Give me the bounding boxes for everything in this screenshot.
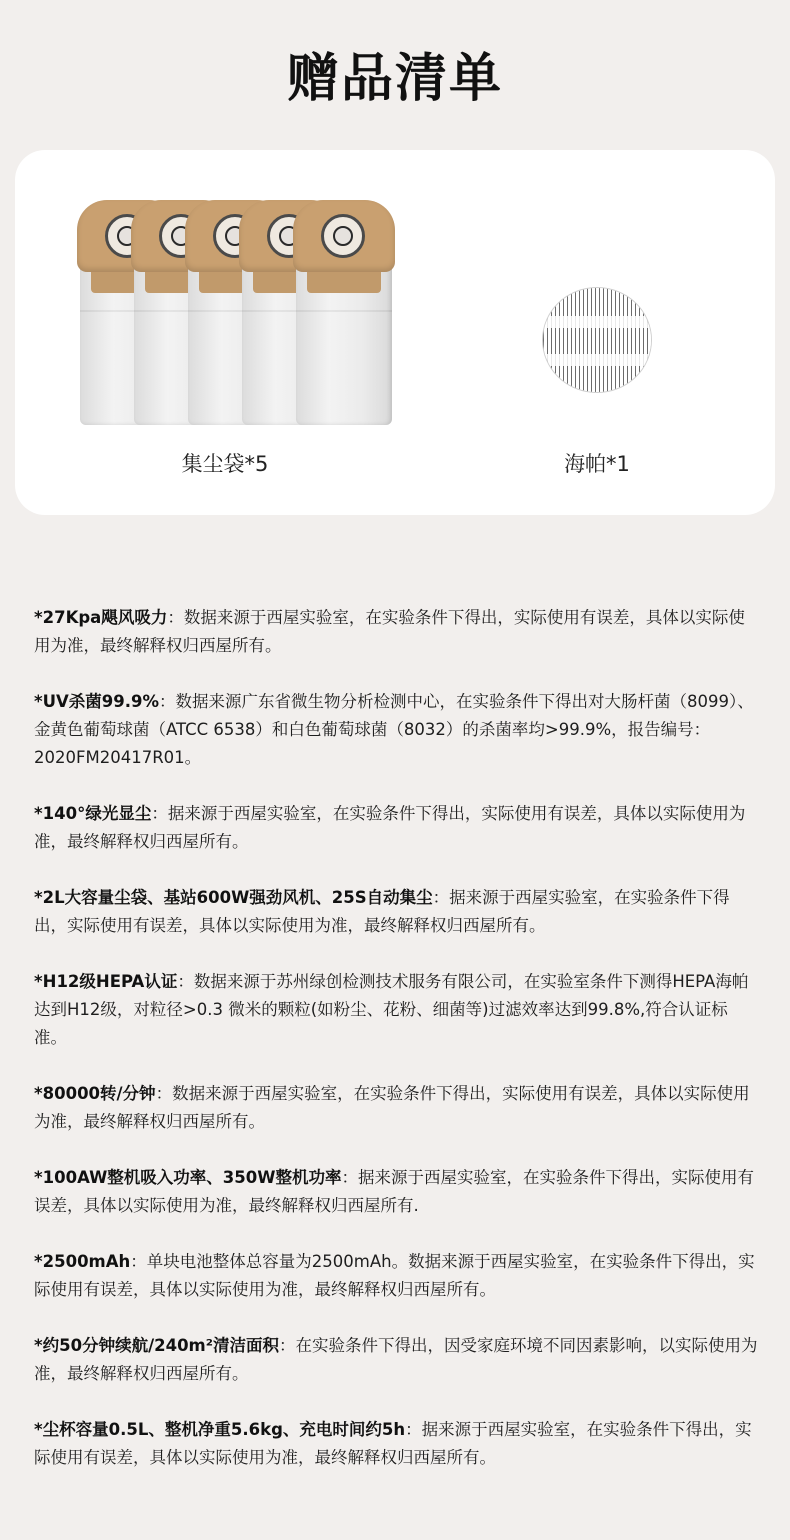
note-item bbox=[34, 1164, 759, 1220]
note-text: ：数据来源于西屋实验室，在实验条件下得出，实际使用有误差，具体以实际使用为准，最终解释权归西屋所有。 bbox=[34, 1084, 750, 1131]
note-item bbox=[34, 1248, 759, 1304]
gift-card bbox=[15, 150, 775, 515]
note-heading: *约50分钟续航/240m²清洁面积 bbox=[34, 1336, 279, 1355]
note-item bbox=[34, 1332, 759, 1388]
page-title: 赠品清单 bbox=[286, 49, 503, 109]
note-heading: *尘杯容量0.5L、整机净重5.6kg、充电时间约5h bbox=[34, 1420, 406, 1439]
note-item bbox=[34, 688, 759, 772]
note-heading: *2L大容量尘袋、基站600W强劲风机、25S自动集尘 bbox=[34, 888, 433, 907]
note-text: ：据来源于西屋实验室，在实验条件下得出，实际使用有误差，具体以实际使用为准，最终解释权归西屋所有。 bbox=[34, 888, 730, 935]
note-text: ：据来源于西屋实验室，在实验条件下得出，实际使用有误差，具体以实际使用为准，最终解释权归西屋所有。 bbox=[34, 804, 746, 851]
note-heading: *140°绿光显尘 bbox=[34, 804, 152, 823]
note-item bbox=[34, 968, 759, 1052]
note-heading: *2500mAh bbox=[34, 1252, 131, 1271]
note-item bbox=[34, 1080, 759, 1136]
note-text: ：数据来源于苏州绿创检测技术服务有限公司，在实验室条件下测得HEPA海帕达到H12级，对粒径>0.3 微米的颗粒(如粉尘、花粉、细菌等)过滤效率达到99.8%,符合认证标准。 bbox=[34, 972, 749, 1047]
note-heading: *UV杀菌99.9% bbox=[34, 692, 160, 711]
note-heading: *100AW整机吸入功率、350W整机功率 bbox=[34, 1168, 342, 1187]
hepa-filter-icon bbox=[543, 288, 651, 392]
note-text: ：数据来源于西屋实验室，在实验条件下得出，实际使用有误差，具体以实际使用为准，最终解释权归西屋所有。 bbox=[34, 608, 745, 655]
note-text: ：单块电池整体总容量为2500mAh。数据来源于西屋实验室，在实验条件下得出，实际使用有误差，具体以实际使用为准，最终解释权归西屋所有。 bbox=[34, 1252, 755, 1299]
note-item bbox=[34, 884, 759, 940]
dust-bag-icon bbox=[77, 200, 392, 430]
dust-bag bbox=[293, 200, 395, 428]
gift-label-hepa: 海帕*1 bbox=[564, 452, 630, 476]
gift-label-dust-bag: 集尘袋*5 bbox=[181, 452, 269, 476]
note-text: ：据来源于西屋实验室，在实验条件下得出，实际使用有误差，具体以实际使用为准，最终解释权归西屋所有. bbox=[34, 1168, 754, 1215]
note-item bbox=[34, 604, 759, 660]
note-heading: *80000转/分钟 bbox=[34, 1084, 156, 1103]
note-text: ：据来源于西屋实验室，在实验条件下得出，实际使用有误差，具体以实际使用为准，最终解释权归西屋所有。 bbox=[34, 1420, 752, 1467]
note-heading: *H12级HEPA认证 bbox=[34, 972, 178, 991]
note-heading: *27Kpa飓风吸力 bbox=[34, 608, 168, 627]
note-item bbox=[34, 800, 759, 856]
note-text: ：数据来源广东省微生物分析检测中心，在实验条件下得出对大肠杆菌（8099）、金黄色葡萄球菌（ATCC 6538）和白色葡萄球菌（8032）的杀菌率均>99.9%，报告编号：2020FM20417R01。 bbox=[34, 692, 754, 767]
note-item bbox=[34, 1416, 759, 1472]
note-text: ：在实验条件下得出，因受家庭环境不同因素影响，以实际使用为准，最终解释权归西屋所有。 bbox=[34, 1336, 758, 1383]
